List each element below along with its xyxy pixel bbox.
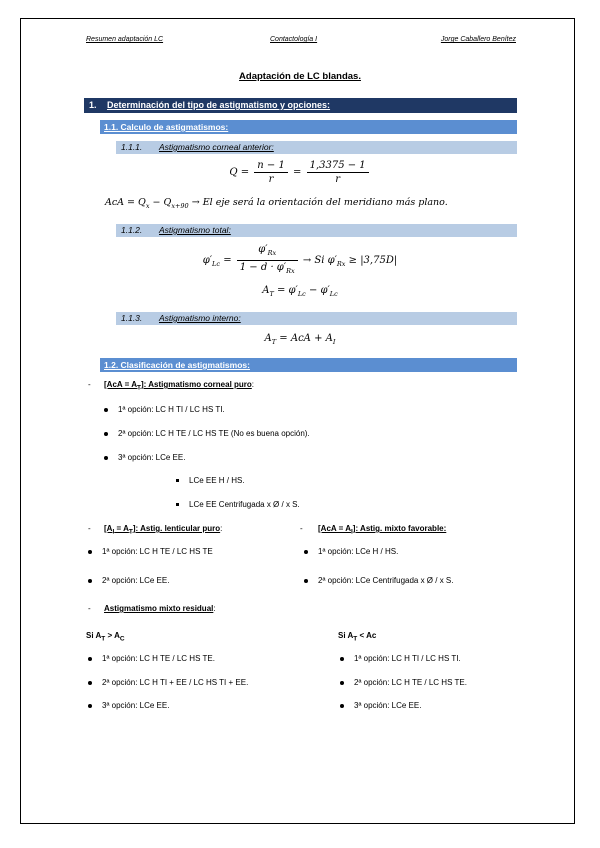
list-item: 3ª opción: LCe EE.: [88, 701, 169, 710]
heading-sub: I: [112, 528, 115, 536]
eq-sub: T: [271, 338, 277, 346]
heading-part: ]: [132, 524, 136, 533]
eq-sub: Rx: [267, 249, 277, 257]
dash-marker: -: [88, 604, 91, 613]
section-1-2-heading: [100, 358, 517, 372]
header-left: Resumen adaptación LC: [86, 36, 164, 43]
numerator: 1,3375 − 1: [307, 160, 369, 173]
list-item: 1ª opción: LC H TE / LC HS TE: [88, 547, 213, 556]
page-title: Adaptación de LC blandas.: [239, 71, 361, 82]
heading-part: [AcA = A: [104, 380, 137, 389]
equation-aca: [105, 197, 448, 210]
cond-sub: T: [101, 635, 106, 643]
eq-part: A: [262, 285, 270, 296]
cond-part: Si A: [86, 631, 102, 640]
header-center: Contactología I: [270, 36, 318, 43]
eq-part: 1 − d · φ′: [239, 262, 287, 273]
list-item: 2ª opción: LCe Centrifugada x Ø / x S.: [304, 576, 453, 585]
eq-sub: T: [269, 290, 274, 298]
eq-sub: x: [145, 201, 150, 210]
eq-lhs: Q =: [229, 167, 250, 178]
eq-part: =: [220, 255, 232, 266]
section-number: 1.: [89, 100, 97, 110]
numerator: n − 1: [254, 160, 288, 173]
condition-right: [338, 631, 376, 643]
heading-part: [318, 524, 356, 536]
eq-sub: x+90: [171, 201, 189, 210]
cond-part: Si A: [338, 631, 354, 640]
subsection-1-1-1-heading: [116, 141, 517, 154]
heading-colon: :: [213, 604, 216, 613]
heading-part: = A: [114, 524, 129, 533]
heading-sub: T: [136, 384, 141, 392]
heading-part: Astigmatismo mixto residual: [104, 604, 214, 613]
cond-sub: C: [119, 635, 125, 643]
eq-part: = AcA + A: [276, 333, 333, 344]
eq-part: AcA = Q: [105, 197, 146, 208]
dash-marker: -: [88, 380, 91, 389]
class-corneal-heading: [104, 380, 254, 392]
fraction: [237, 244, 298, 277]
heading-part: [104, 524, 136, 536]
list-item: 1ª opción: LC H TI / LC HS TI.: [340, 654, 461, 663]
cond-part: < Ac: [357, 631, 377, 640]
dash-marker: -: [88, 524, 91, 533]
fraction: [254, 160, 288, 185]
list-item: 1ª opción: LC H TE / LC HS TE.: [88, 654, 215, 663]
equation-at: [0, 285, 600, 298]
eq-part: → El eje será la orientación del meridiano más plano.: [188, 197, 448, 208]
subsection-number: 1.1.1.: [121, 142, 143, 152]
heading-part: ]: [140, 380, 144, 389]
denominator: r: [335, 174, 341, 185]
eq-sub: Rx: [286, 267, 295, 275]
cond-part: > A: [105, 631, 120, 640]
section-1-1-heading: [100, 120, 517, 134]
sub-list-item: LCe EE Centrifugada x Ø / x S.: [176, 500, 300, 509]
eq-part: → Si φ′: [302, 255, 337, 266]
eq-part: = φ′: [273, 285, 298, 296]
list-item: 2ª opción: LC H TE / LC HS TE (No es buena opción).: [104, 429, 310, 438]
section-title: 1.1. Calculo de astigmatismos:: [104, 122, 229, 132]
subsection-number: 1.1.2.: [121, 225, 143, 235]
denominator: r: [268, 174, 274, 185]
heading-part: ]: [352, 524, 356, 533]
condition-left: [86, 631, 125, 643]
eq-sub: Lc: [329, 290, 338, 298]
heading-colon: :: [220, 524, 223, 533]
header-right: Jorge Caballero Benítez: [440, 36, 516, 43]
heading-part: : Astig. mixto favorable:: [355, 524, 447, 533]
fraction: [307, 160, 369, 185]
heading-part: [AcA = A: [318, 524, 351, 533]
section-title: Determinación del tipo de astigmatismo y opciones:: [107, 100, 331, 110]
heading-part: [104, 380, 144, 392]
equation-q: [0, 160, 600, 185]
class-lenticular-heading: [104, 524, 222, 536]
denominator: [237, 261, 298, 277]
sub-list-item: LCe EE H / HS.: [176, 476, 245, 485]
class-mixto-residual-heading: [104, 604, 216, 613]
subsection-title: Astigmatismo total:: [159, 225, 231, 235]
eq-sub: Lc: [297, 290, 306, 298]
eq-part: A: [264, 333, 272, 344]
list-item: 3ª opción: LCe EE.: [104, 453, 185, 462]
heading-part: [A: [104, 524, 113, 533]
list-item: 1ª opción: LC H TI / LC HS TI.: [104, 405, 225, 414]
heading-sub: I: [350, 528, 353, 536]
eq-sub: Lc: [212, 260, 221, 268]
subsection-number: 1.1.3.: [121, 313, 143, 323]
heading-colon: :: [251, 380, 255, 389]
heading-part: : Astigmatismo corneal puro: [143, 380, 252, 389]
numerator: [237, 244, 298, 261]
heading-part: : Astig. lenticular puro: [135, 524, 221, 533]
equation-internal: [0, 333, 600, 346]
subsection-title: Astigmatismo corneal anterior:: [159, 142, 274, 152]
list-item: 3ª opción: LCe EE.: [340, 701, 421, 710]
eq-part: φ′: [258, 244, 268, 255]
eq-equals: =: [293, 167, 302, 178]
section-title: 1.2. Clasificación de astigmatismos:: [104, 360, 250, 370]
heading-sub: T: [128, 528, 133, 536]
dash-marker: -: [300, 524, 303, 533]
eq-sub: I: [332, 338, 336, 346]
section-1-heading: [84, 98, 517, 113]
eq-part: ≥ |3,75D|: [345, 255, 398, 266]
eq-part: φ′: [202, 255, 213, 266]
list-item: 2ª opción: LC H TI + EE / LC HS TI + EE.: [88, 678, 248, 687]
cond-sub: T: [353, 635, 358, 643]
class-mixto-favorable-heading: [318, 524, 446, 536]
eq-part: − φ′: [305, 285, 330, 296]
eq-sub: Rx: [336, 260, 346, 268]
list-item: 1ª opción: LCe H / HS.: [304, 547, 398, 556]
equation-phi-lc: [0, 244, 600, 277]
list-item: 2ª opción: LC H TE / LC HS TE.: [340, 678, 467, 687]
eq-part: − Q: [149, 197, 172, 208]
subsection-title: Astigmatismo interno:: [159, 313, 241, 323]
subsection-1-1-3-heading: [116, 312, 517, 325]
list-item: 2ª opción: LCe EE.: [88, 576, 169, 585]
subsection-1-1-2-heading: [116, 224, 517, 237]
